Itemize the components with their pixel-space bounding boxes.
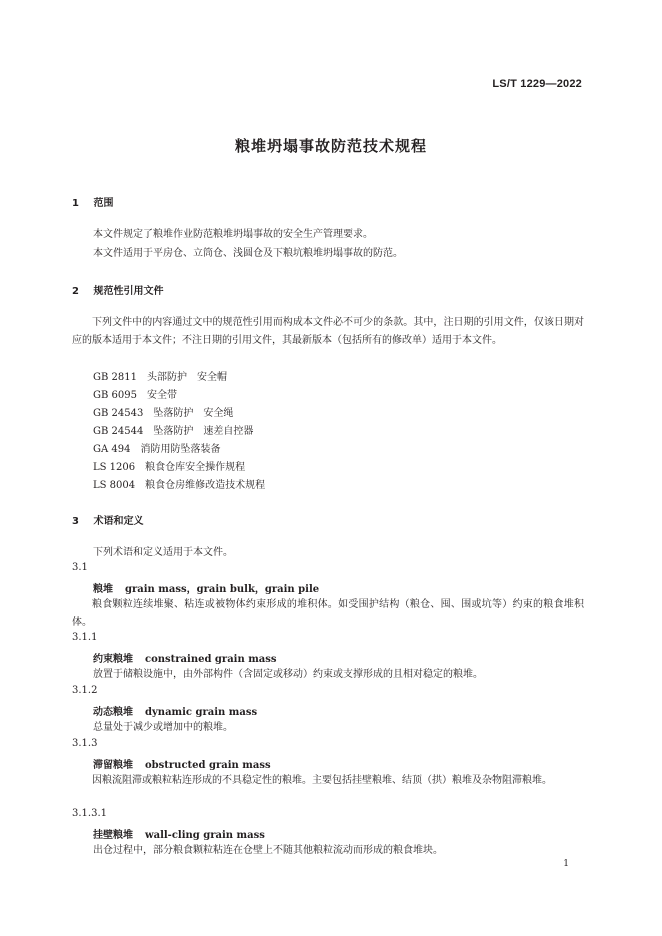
term-definition: 总量处于减少或增加中的粮堆。 [93,722,233,733]
reference-item: GB 6095 安全带 [93,390,177,401]
term-zh: 动态粮堆 [93,707,133,718]
term-en: obstructed grain mass [145,760,271,771]
term-heading [93,703,257,718]
section-number: 1 [72,198,79,209]
term-number: 3.1 [72,562,88,573]
section-title: 规范性引用文件 [93,286,164,297]
section-3-heading [72,512,143,527]
term-zh: 滞留粮堆 [93,760,133,771]
term-zh: 粮堆 [93,584,113,595]
term-en: wall-cling grain mass [145,830,265,841]
term-zh: 约束粮堆 [93,654,133,665]
term-definition: 出仓过程中，部分粮食颗粒粘连在仓壁上不随其他粮粒流动而形成的粮食堆块。 [93,845,443,856]
term-number: 3.1.3.1 [72,808,107,819]
section-3-intro: 下列术语和定义适用于本文件。 [93,547,233,558]
section-number: 3 [72,516,79,527]
section-title: 术语和定义 [93,516,144,527]
reference-item: GB 2811 头部防护 安全帽 [93,372,227,383]
standard-code: LS/T 1229—2022 [492,78,582,90]
section-2-heading [72,282,163,297]
section-1-heading [72,194,113,209]
section-2-intro: 下列文件中的内容通过文中的规范性引用而构成本文件必不可少的条款。其中，注日期的引用文件，仅该日期对应的版本适用于本文件；不注日期的引用文件，其最新版本（包括所有的修改单）适用于本文件。 [72,317,584,346]
reference-item: GA 494 消防用防坠落装备 [93,444,221,455]
term-heading [93,650,277,665]
term-en: dynamic grain mass [145,707,258,718]
term-en: grain mass，grain bulk，grain pile [125,584,320,595]
reference-item: GB 24543 坠落防护 安全绳 [93,408,234,419]
reference-item: LS 8004 粮食仓房维修改造技术规程 [93,480,266,491]
term-heading [93,756,271,771]
term-number: 3.1.2 [72,685,98,696]
page-number: 1 [563,859,569,869]
term-definition: 粮食颗粒连续堆聚、粘连或被物体约束形成的堆积体。如受围护结构（粮仓、囤、围或坑等）约束的粮食堆积体。 [72,599,584,628]
term-heading [93,826,265,841]
section-1-para-1: 本文件规定了粮堆作业防范粮堆坍塌事故的安全生产管理要求。 [93,229,373,240]
term-zh: 挂壁粮堆 [93,830,133,841]
reference-item: GB 24544 坠落防护 速差自控器 [93,426,254,437]
document-title: 粮堆坍塌事故防范技术规程 [234,137,427,155]
section-title: 范围 [93,198,114,209]
reference-item: LS 1206 粮食仓库安全操作规程 [93,462,246,473]
term-definition: 放置于储粮设施中，由外部构件（含固定或移动）约束或支撑形成的且相对稳定的粮堆。 [93,669,483,680]
term-number: 3.1.1 [72,632,98,643]
section-number: 2 [72,286,79,297]
term-heading [93,580,319,595]
term-definition: 因粮流阻滞或粮粒粘连形成的不具稳定性的粮堆。主要包括挂壁粮堆、结顶（拱）粮堆及杂物阻滞粮堆。 [92,775,552,786]
term-en: constrained grain mass [145,654,277,665]
term-number: 3.1.3 [72,738,98,749]
section-1-para-2: 本文件适用于平房仓、立筒仓、浅圆仓及下粮坑粮堆坍塌事故的防范。 [93,248,403,259]
